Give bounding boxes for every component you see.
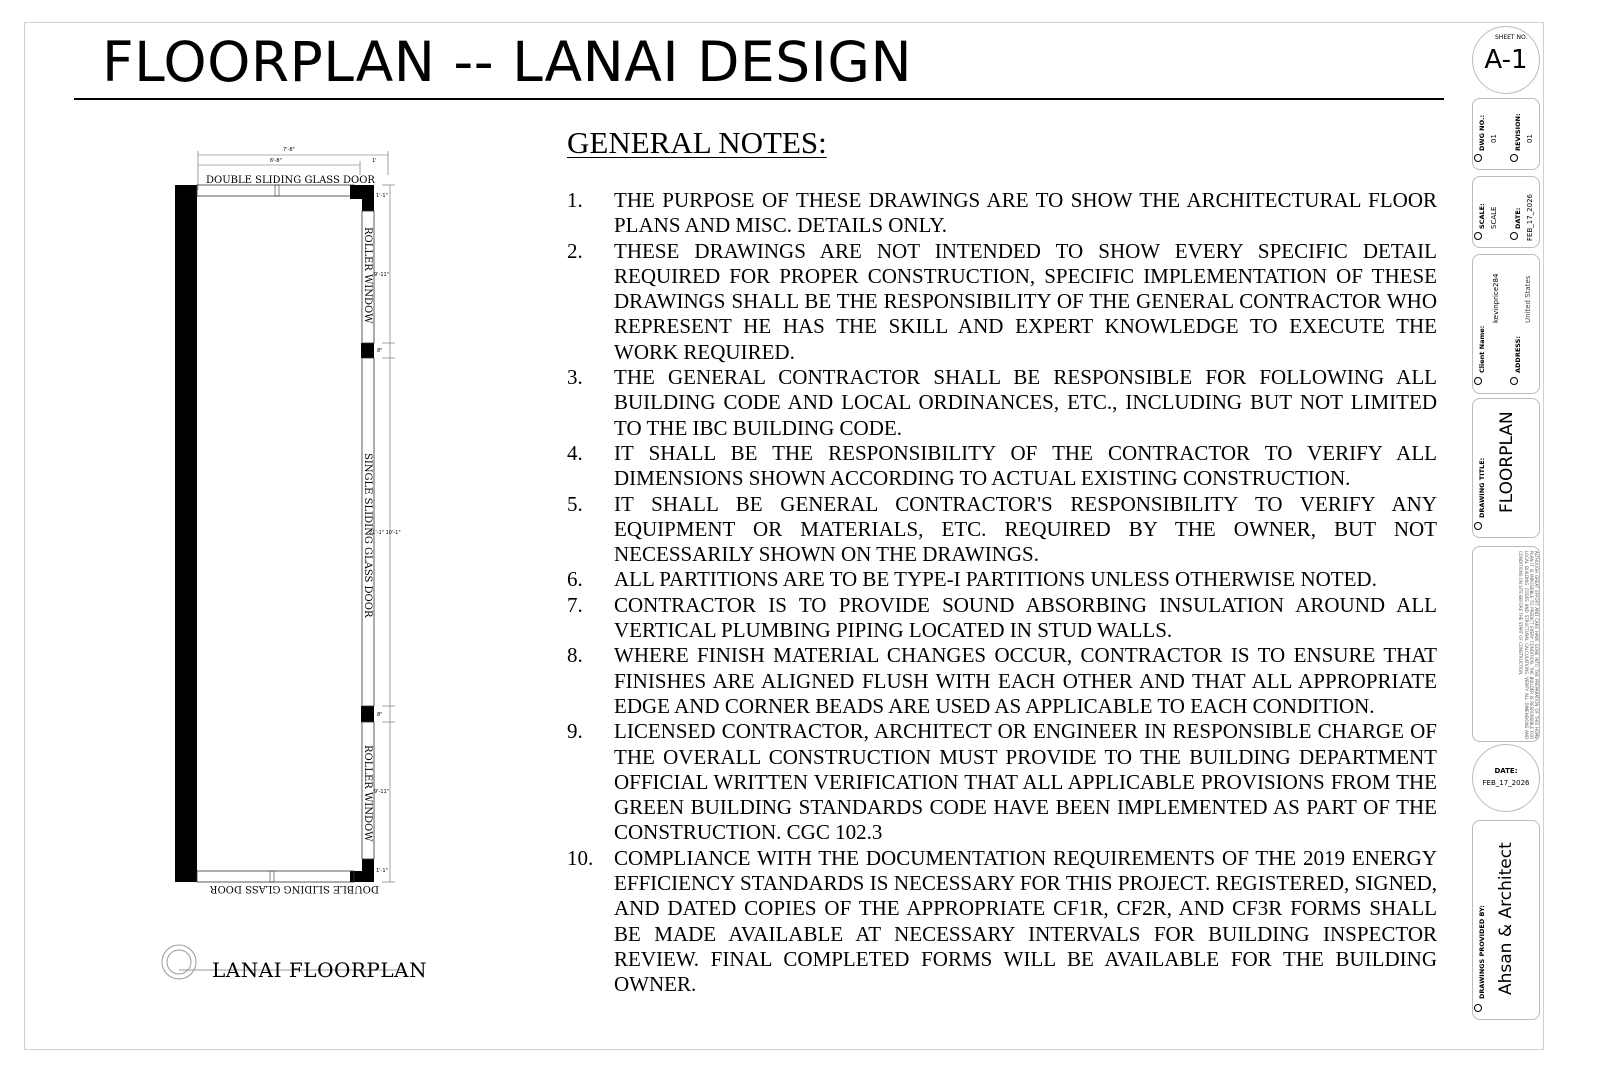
note-item bbox=[567, 365, 1437, 441]
dim-post: 1' bbox=[372, 158, 377, 164]
drawing-title-label: DRAWING TITLE: bbox=[1478, 457, 1486, 518]
note-number: 5. bbox=[567, 491, 583, 516]
note-text: WHERE FINISH MATERIAL CHANGES OCCUR, CONTRACTOR IS TO ENSURE THAT FINISHES ARE ALIGNED FLUSH WITH EACH OTHER AND THAT ALL APPROPRIATE EDGE AND CORNER BEADS ARE USED AS APPLICABLE TO EACH CONDITION. bbox=[614, 643, 1437, 718]
corner-post-bottom-inner bbox=[362, 859, 374, 871]
disclaimer-box bbox=[1472, 546, 1540, 742]
note-number: 9. bbox=[567, 719, 583, 744]
notes-heading: GENERAL NOTES: bbox=[567, 125, 827, 160]
dim-segment-6: 9'-11" bbox=[374, 789, 390, 795]
sheet-no-label: SHEET NO. bbox=[1495, 34, 1528, 41]
scale-bullet-icon bbox=[1474, 232, 1482, 240]
note-item bbox=[567, 846, 1437, 998]
date-circle bbox=[1472, 744, 1540, 812]
top-door-label: DOUBLE SLIDING GLASS DOOR bbox=[206, 175, 375, 186]
bottom-door-mullion bbox=[270, 871, 274, 882]
scale: SCALE bbox=[1490, 206, 1498, 229]
top-door-mullion bbox=[275, 185, 279, 196]
client-address-box bbox=[1472, 254, 1540, 394]
dim-overall-width: 7'-8" bbox=[283, 147, 295, 153]
note-number: 10. bbox=[567, 845, 594, 870]
scale-date-box bbox=[1472, 176, 1540, 248]
floorplan-caption: LANAI FLOORPLAN bbox=[212, 958, 428, 982]
note-number: 4. bbox=[567, 440, 583, 465]
title-underline bbox=[74, 98, 1444, 100]
dim-segment-2: 9'-11" bbox=[374, 272, 390, 278]
dwg-revision-box bbox=[1472, 98, 1540, 170]
revision-bullet-icon bbox=[1510, 154, 1518, 162]
address-bullet-icon bbox=[1510, 377, 1518, 385]
note-number: 3. bbox=[567, 365, 583, 390]
roller-window-top-label: ROLLER WINDOW bbox=[362, 227, 373, 324]
dwg-no-label: DWG NO.: bbox=[1478, 114, 1486, 151]
drawing-title-box bbox=[1472, 398, 1540, 538]
disclaimer-text: ALTHOUGH GREAT EFFORT AND CARE HAVE GONE INTO THE PREPARATION OF THIS HOME PLAN IT IS IMPOSSIBLE TO PREDICT EVERY CONDITION. THE BUILDER IS RESPONSIBLE FOR LOCAL BUILDING CODES AND STRUCTURAL CALCULATIONS. VERIFY ALL DIMENSIONS AND CONDITIONS ON SITE BEFORE THE START OF CONSTRUCTION. bbox=[1518, 551, 1539, 739]
roller-window-bottom-label: ROLLER WINDOW bbox=[362, 745, 373, 842]
lanai-floorplan-drawing bbox=[150, 145, 430, 995]
dwg-bullet-icon bbox=[1474, 154, 1482, 162]
client-label: Client Name: bbox=[1478, 325, 1486, 373]
left-wall bbox=[175, 185, 197, 882]
dim-segment-4: 21'-1" 10'-1" bbox=[369, 530, 401, 536]
provided-by-label: DRAWINGS PROVIDED BY: bbox=[1478, 905, 1486, 999]
dim-segment-5: 8" bbox=[377, 712, 383, 718]
note-text: THESE DRAWINGS ARE NOT INTENDED TO SHOW EVERY SPECIFIC DETAIL REQUIRED FOR PROPER CONSTRUCTION, SPECIFIC IMPLEMENTATION OF THESE DRAWINGS SHALL BE THE RESPONSIBILITY OF THE GENERAL CONTRACTOR WHO REPRESENT HE HAS THE SKILL AND EXPERT KNOWLEDGE TO EXECUTE THE WORK REQUIRED. bbox=[614, 238, 1437, 364]
client-bullet-icon bbox=[1474, 377, 1482, 385]
note-item bbox=[567, 188, 1437, 239]
bottom-door-label: DOUBLE SLIDING GLASS DOOR bbox=[210, 883, 379, 894]
date-label: DATE: bbox=[1514, 207, 1522, 229]
revision-label: REVISION: bbox=[1514, 113, 1522, 151]
top-door-frame bbox=[197, 185, 354, 196]
dim-segment-3: 8" bbox=[377, 348, 383, 354]
single-door-label: SINGLE SLIDING GLASS DOOR bbox=[362, 453, 373, 618]
dim-segment-1: 1'-1" bbox=[376, 193, 388, 199]
sheet-no: A-1 bbox=[1484, 45, 1528, 75]
date2-label: DATE: bbox=[1494, 767, 1518, 775]
note-item bbox=[567, 593, 1437, 644]
note-text: CONTRACTOR IS TO PROVIDE SOUND ABSORBING INSULATION AROUND ALL VERTICAL PLUMBING PIPING LOCATED IN STUD WALLS. bbox=[614, 592, 1437, 643]
note-text: ALL PARTITIONS ARE TO BE TYPE-I PARTITIONS UNLESS OTHERWISE NOTED. bbox=[614, 567, 1377, 592]
sheet-number-circle bbox=[1472, 26, 1540, 94]
revision: 01 bbox=[1526, 134, 1534, 143]
address-label: ADDRESS: bbox=[1514, 336, 1522, 373]
dwg-no: 01 bbox=[1490, 134, 1498, 143]
post-mid-bottom bbox=[361, 706, 374, 722]
note-text: THE PURPOSE OF THESE DRAWINGS ARE TO SHOW THE ARCHITECTURAL FLOOR PLANS AND MISC. DETAILS ONLY. bbox=[614, 188, 1437, 238]
address: United States bbox=[1524, 275, 1532, 323]
post-mid-top bbox=[361, 343, 374, 358]
corner-post-top-inner bbox=[362, 199, 374, 211]
drawing-title: FLOORPLAN bbox=[1497, 411, 1517, 513]
dim-segment-7: 1'-1" bbox=[376, 868, 388, 874]
corner-post-top bbox=[350, 185, 374, 199]
page-title: FLOORPLAN -- LANAI DESIGN bbox=[102, 30, 913, 94]
note-item bbox=[567, 643, 1437, 719]
bottom-door-frame bbox=[197, 871, 354, 882]
title-block bbox=[1468, 22, 1544, 1050]
date2: FEB_17_2026 bbox=[1482, 779, 1530, 787]
note-text: COMPLIANCE WITH THE DOCUMENTATION REQUIREMENTS OF THE 2019 ENERGY EFFICIENCY STANDARDS IS NECESSARY FOR THIS PROJECT. REGISTERED, SIGNED, AND DATED COPIES OF THE APPROPRIATE CF1R, CF2R, AND CF3R FORMS SHALL BE MADE AVAILABLE AT NECESSARY INTERVALS FOR BUILDING INSPECTOR REVIEW. FINAL COMPLETED FORMS WILL BE AVAILABLE FOR THE BUILDING OWNER. bbox=[614, 845, 1437, 997]
provided-by-bullet-icon bbox=[1474, 1004, 1482, 1012]
scale-label: SCALE: bbox=[1478, 203, 1486, 229]
note-number: 1. bbox=[567, 188, 583, 212]
client-name: kevinprice284 bbox=[1492, 273, 1500, 323]
date: FEB_17_2026 bbox=[1526, 194, 1534, 241]
note-number: 2. bbox=[567, 238, 583, 263]
drawing-title-bullet-icon bbox=[1474, 522, 1482, 530]
provided-by: Ahsan & Architect bbox=[1496, 842, 1516, 995]
note-text: LICENSED CONTRACTOR, ARCHITECT OR ENGINEER IN RESPONSIBLE CHARGE OF THE OVERALL CONSTRUCTION MUST PROVIDE TO THE BUILDING DEPARTMENT OFFICIAL WRITTEN VERIFICATION THAT ALL APPLICABLE PROVISIONS FROM THE GREEN BUILDING STANDARDS CODE HAVE BEEN IMPLEMENTED AS PART OF THE CONSTRUCTION. CGC 102.3 bbox=[614, 719, 1437, 845]
general-notes-list bbox=[567, 188, 1437, 998]
date-bullet-icon bbox=[1510, 232, 1518, 240]
note-item bbox=[567, 441, 1437, 492]
note-number: 8. bbox=[567, 643, 583, 668]
dim-door-width: 6'-8" bbox=[270, 158, 282, 164]
note-item bbox=[567, 239, 1437, 365]
note-text: IT SHALL BE THE RESPONSIBILITY OF THE CONTRACTOR TO VERIFY ALL DIMENSIONS SHOWN ACCORDING TO ACTUAL EXISTING CONSTRUCTION. bbox=[614, 440, 1437, 491]
note-item bbox=[567, 719, 1437, 845]
provided-by-box bbox=[1472, 820, 1540, 1020]
note-item bbox=[567, 567, 1437, 592]
note-text: THE GENERAL CONTRACTOR SHALL BE RESPONSIBLE FOR FOLLOWING ALL BUILDING CODE AND LOCAL ORDINANCES, ETC., INCLUDING BUT NOT LIMITED TO THE IBC BUILDING CODE. bbox=[614, 365, 1437, 440]
note-number: 6. bbox=[567, 567, 583, 592]
note-text: IT SHALL BE GENERAL CONTRACTOR'S RESPONSIBILITY TO VERIFY ANY EQUIPMENT OR MATERIALS, ETC. REQUIRED BY THE OWNER, BUT NOT NECESSARILY SHOWN ON THE DRAWINGS. bbox=[614, 491, 1437, 567]
note-item bbox=[567, 492, 1437, 568]
note-number: 7. bbox=[567, 592, 583, 617]
